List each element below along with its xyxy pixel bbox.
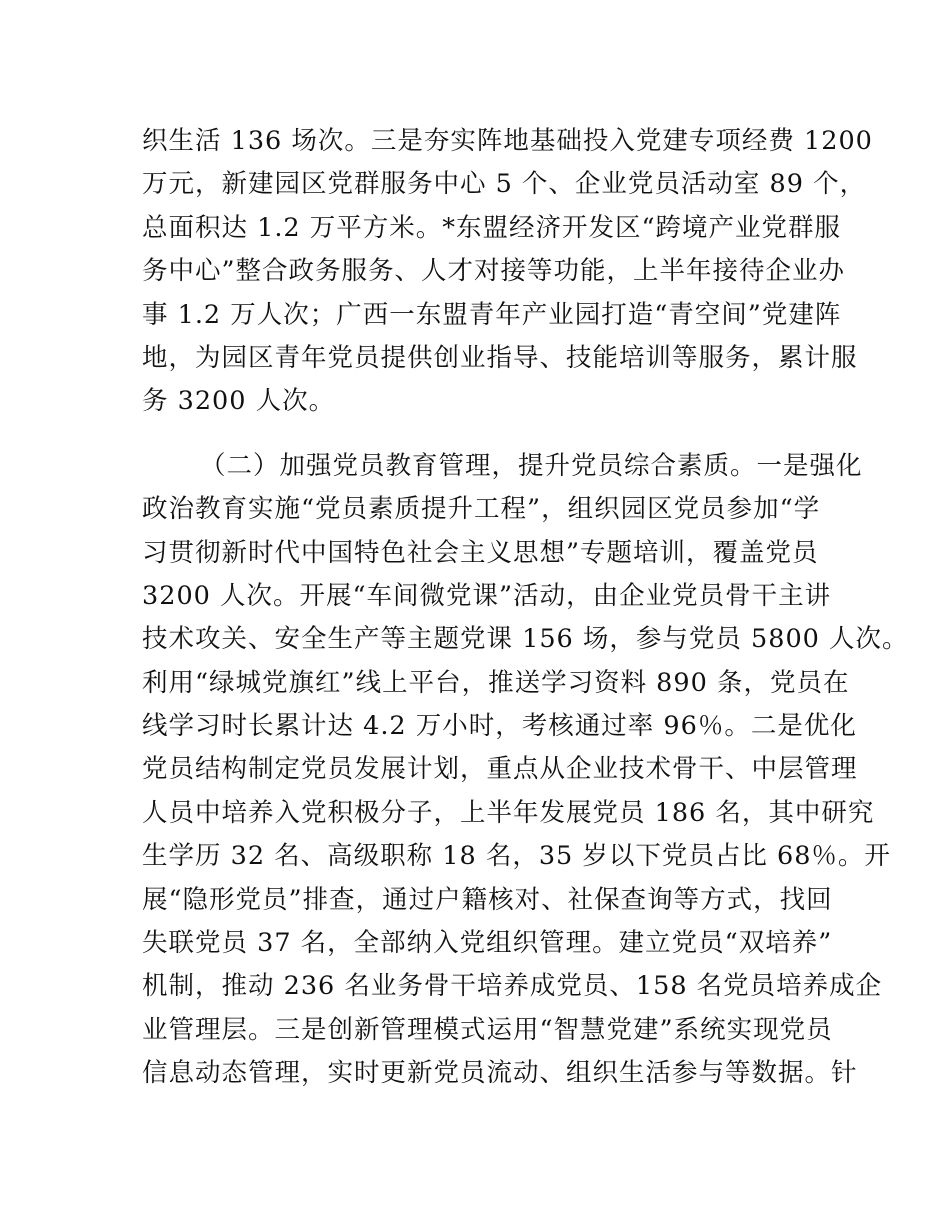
paragraph-1	[142, 120, 873, 424]
text-line: 技术攻关、安全生产等主题党课 156 场，参与党员 5800 人次。	[142, 624, 909, 655]
text-line: 展“隐形党员”排查，通过户籍核对、社保查询等方式，找回	[142, 884, 833, 915]
body-text	[142, 120, 909, 1096]
text-line: 务 3200 人次。	[142, 386, 336, 417]
text-line: 机制，推动 236 名业务骨干培养成党员、158 名党员培养成企	[142, 971, 883, 1002]
text-line: 失联党员 37 名，全部纳入党组织管理。建立党员“双培养”	[142, 928, 833, 959]
text-line: 总面积达 1.2 万平方米。*东盟经济开发区“跨境产业党群服	[142, 212, 842, 243]
text-line: 地，为园区青年党员提供创业指导、技能培训等服务，累计服	[142, 342, 858, 373]
text-line: 事 1.2 万人次；广西一东盟青年产业园打造“青空间”党建阵	[142, 299, 842, 330]
paragraph-gap	[142, 424, 822, 445]
text-line: 信息动态管理，实时更新党员流动、组织生活参与等数据。针	[142, 1058, 858, 1089]
text-line: 习贯彻新时代中国特色社会主义思想”专题培训，覆盖党员	[142, 537, 819, 568]
text-line: 利用“绿城党旗红”线上平台，推送学习资料 890 条，党员在	[142, 667, 850, 698]
paragraph-2	[142, 445, 909, 1096]
text-line: 党员结构制定党员发展计划，重点从企业技术骨干、中层管理	[142, 754, 858, 785]
text-line: 人员中培养入党积极分子，上半年发展党员 186 名，其中研究	[142, 797, 875, 828]
text-line: 3200 人次。开展“车间微党课”活动，由企业党员骨干主讲	[142, 580, 832, 611]
text-line: 业管理层。三是创新管理模式运用“智慧党建”系统实现党员	[142, 1014, 833, 1045]
text-line: 线学习时长累计达 4.2 万小时，考核通过率 96％。二是优化	[142, 711, 857, 742]
text-line: 织生活 136 场次。三是夯实阵地基础投入党建专项经费 1200	[142, 126, 873, 156]
section-heading-line: （二）加强党员教育管理，提升党员综合素质。一是强化	[200, 450, 863, 481]
text-line: 政治教育实施“党员素质提升工程”，组织园区党员参加“学	[142, 494, 821, 525]
text-line: 生学历 32 名、高级职称 18 名，35 岁以下党员占比 68％。开	[142, 841, 891, 872]
text-line: 万元，新建园区党群服务中心 5 个、企业党员活动室 89 个，	[142, 169, 867, 200]
text-line: 务中心”整合政务服务、人才对接等功能，上半年接待企业办	[142, 256, 846, 287]
